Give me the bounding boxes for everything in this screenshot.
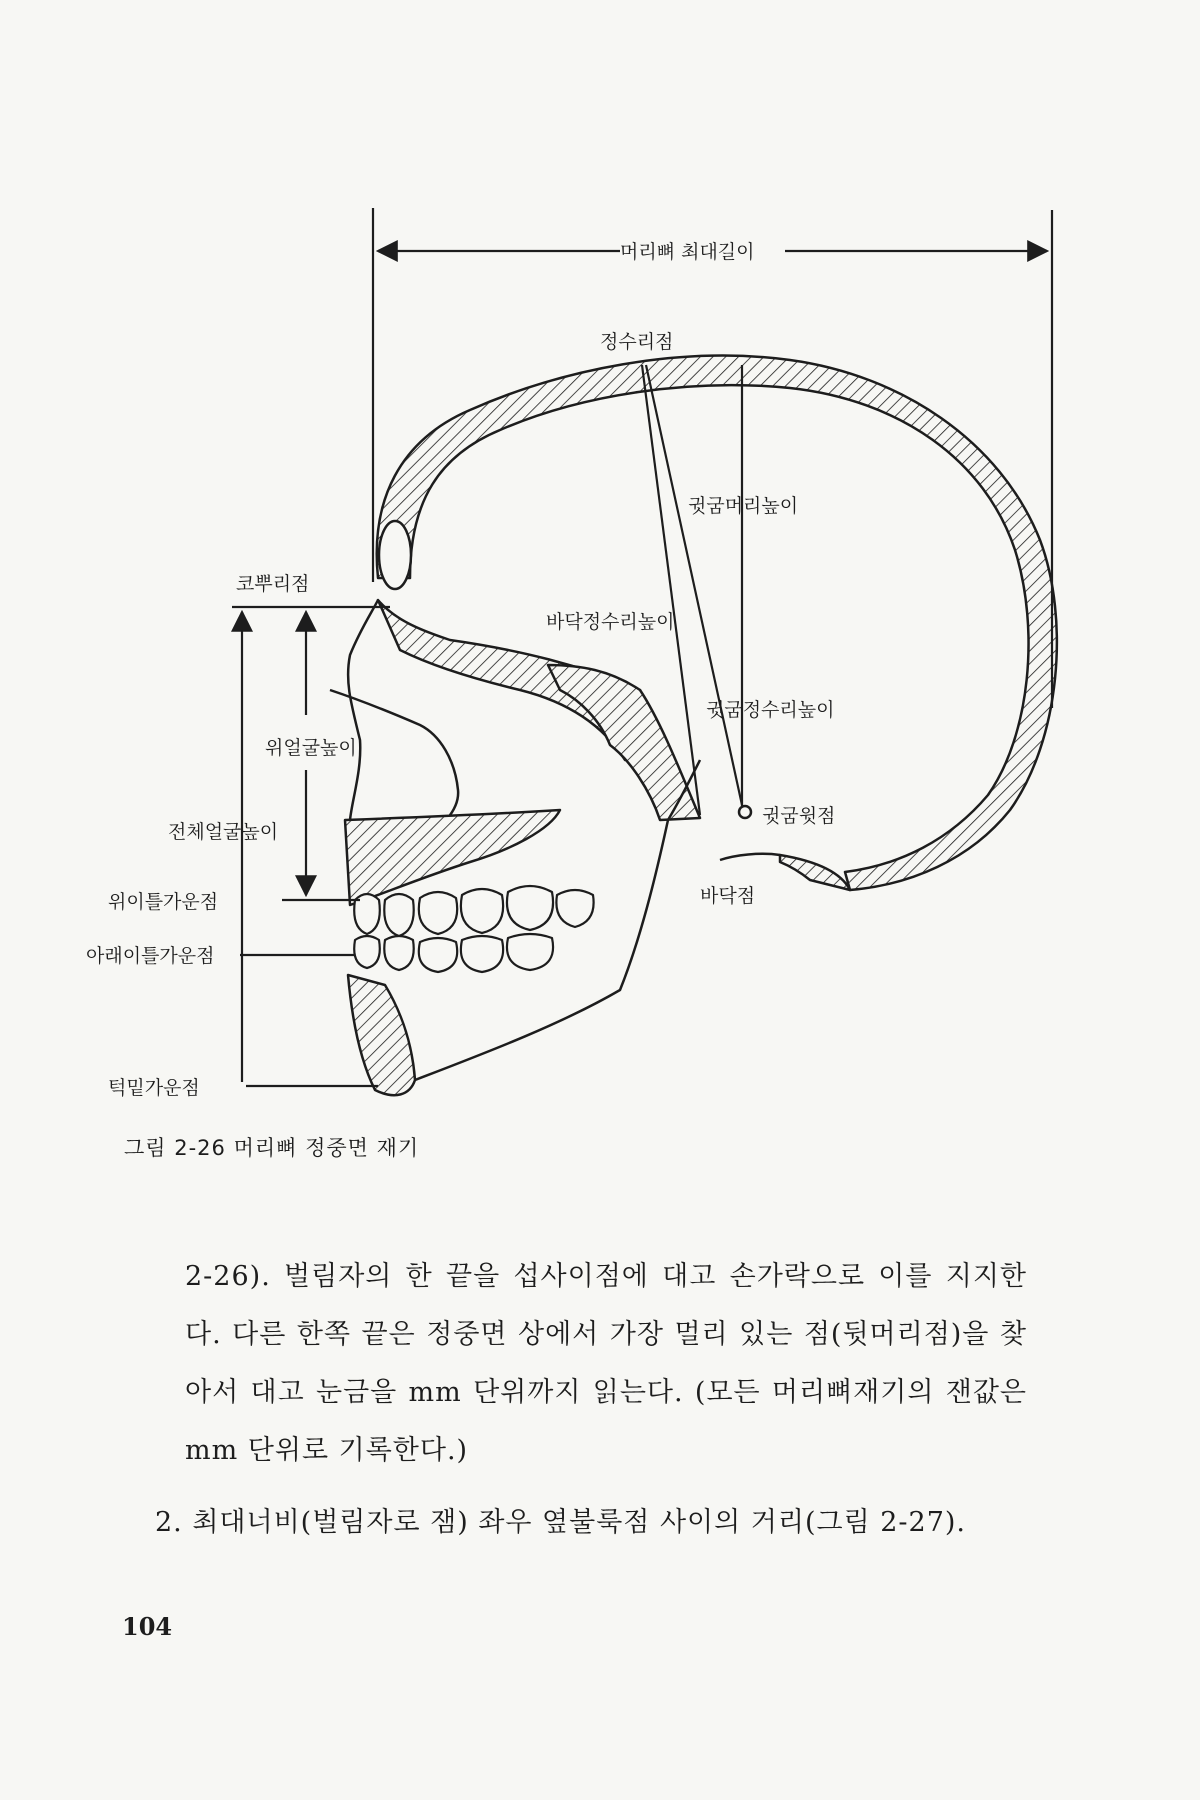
label-porion: 귓굼윗점 [762,805,836,827]
body-paragraph: 2-26). 벌림자의 한 끝을 섭사이점에 대고 손가락으로 이를 지지한다. 다른 한쪽 끝은 정중면 상에서 가장 멀리 있는 점(뒷머리점)을 찾아서 대고 눈금을 mm 단위까지 읽는다. (모든 머리뼈재기의 잰값은 mm 단위로 기록한다.) [185,1261,1027,1466]
label-auricular-height: 귓굼머리높이 [688,495,799,517]
label-max-length: 머리뼈 최대길이 [620,241,755,263]
mandible [348,975,415,1095]
porion-marker [739,806,751,818]
numbered-item-2: 2. 최대너비(벌림자로 잼) 좌우 옆불룩점 사이의 거리(그림 2-27). [155,1507,967,1538]
label-infradentale: 아래이틀가운점 [86,945,215,967]
label-total-face-height: 전체얼굴높이 [168,821,279,843]
label-porion-bregma-height: 귓굼정수리높이 [706,699,835,721]
teeth [354,886,593,972]
cranial-vault [377,356,1057,890]
label-basion: 바닥점 [700,885,756,907]
basion-line [720,854,780,860]
orbit-oval [379,521,411,589]
cranial-base [780,855,850,890]
label-basion-bregma-height: 바닥정수리높이 [546,611,675,633]
figure-caption: 그림 2-26 머리뼈 정중면 재기 [124,1136,420,1160]
label-gnathion: 턱밑가운점 [108,1077,200,1099]
label-vertex: 정수리점 [600,331,674,353]
label-prosthion: 위이틀가운점 [108,891,219,913]
face-profile [348,600,378,820]
page-number: 104 [122,1612,173,1641]
sphenoid-region [548,665,700,820]
skull-drawing [330,356,1057,1096]
label-nasion: 코뿌리점 [236,573,310,595]
label-upper-face-height: 위얼굴높이 [265,737,357,759]
